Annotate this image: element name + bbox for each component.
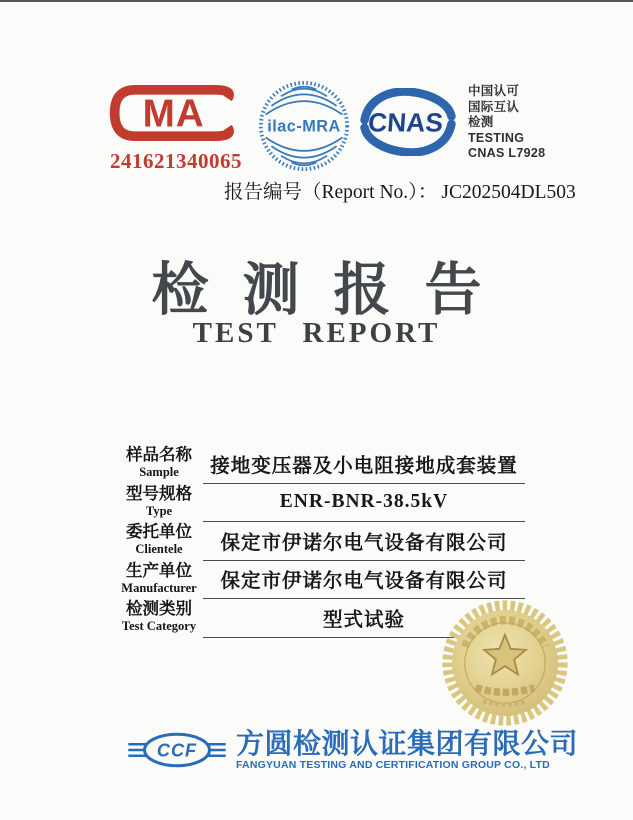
field-value: 保定市伊诺尔电气设备有限公司 (203, 561, 525, 600)
accreditation-logo-row (106, 80, 545, 177)
field-label: 样品名称 Sample (126, 446, 192, 479)
gold-seal (441, 599, 569, 732)
page-title-english: TEST REPORT (192, 317, 441, 349)
seal-icon (441, 599, 569, 727)
accreditation-line: 检测 (468, 115, 494, 129)
cnas-mark-block (360, 88, 456, 161)
company-name: 方圆检测认证集团有限公司 (236, 728, 579, 759)
accreditation-line: 国际互认 (468, 99, 520, 114)
accreditation-line: CNAS L7928 (468, 146, 546, 160)
report-number-line (224, 176, 576, 204)
ccf-logo-icon (127, 729, 227, 771)
report-number-label: 报告编号（Report No.）： (224, 182, 438, 203)
field-value: 接地变压器及小电阻接地成套装置 (203, 445, 525, 484)
svg-text:CCF: CCF (156, 740, 198, 761)
scan-edge-line (0, 0, 633, 2)
form-row-sample (115, 445, 525, 484)
accreditation-text-block (468, 84, 545, 162)
accreditation-line: 中国认可 (468, 84, 520, 98)
form-row-type (115, 484, 525, 523)
cnas-icon (360, 88, 456, 156)
company-name-english: FANGYUAN TESTING AND CERTIFICATION GROUP CO., LTD (236, 759, 550, 771)
svg-text:CNAS: CNAS (367, 107, 445, 138)
field-value: ENR-BNR-38.5kV (203, 484, 525, 523)
cma-icon (108, 84, 245, 142)
field-label: 型号规格 Type (126, 484, 192, 518)
page-title: 检测报告 (151, 259, 516, 322)
ilac-mra-mark-block (258, 80, 350, 177)
svg-text:MA: MA (142, 92, 205, 136)
field-label: 生产单位 Manufacturer (121, 561, 197, 595)
field-label: 检测类别 Test Category (121, 600, 197, 633)
form-row-manufacturer (115, 561, 525, 600)
footer-text (236, 729, 578, 771)
report-number-value: JC202504DL503 (441, 182, 576, 203)
svg-text:ilac-MRA: ilac-MRA (267, 117, 341, 136)
form-row-clientele (115, 522, 525, 561)
footer-company-block (127, 729, 578, 771)
field-value: 型式试验 (203, 599, 525, 638)
field-value: 保定市伊诺尔电气设备有限公司 (203, 522, 525, 561)
field-label: 委托单位 Clientele (126, 523, 192, 556)
ilac-mra-icon (258, 80, 350, 172)
accreditation-line: TESTING (468, 130, 525, 145)
cma-mark-block (106, 84, 246, 174)
cma-certificate-number: 241621340065 (110, 149, 242, 173)
